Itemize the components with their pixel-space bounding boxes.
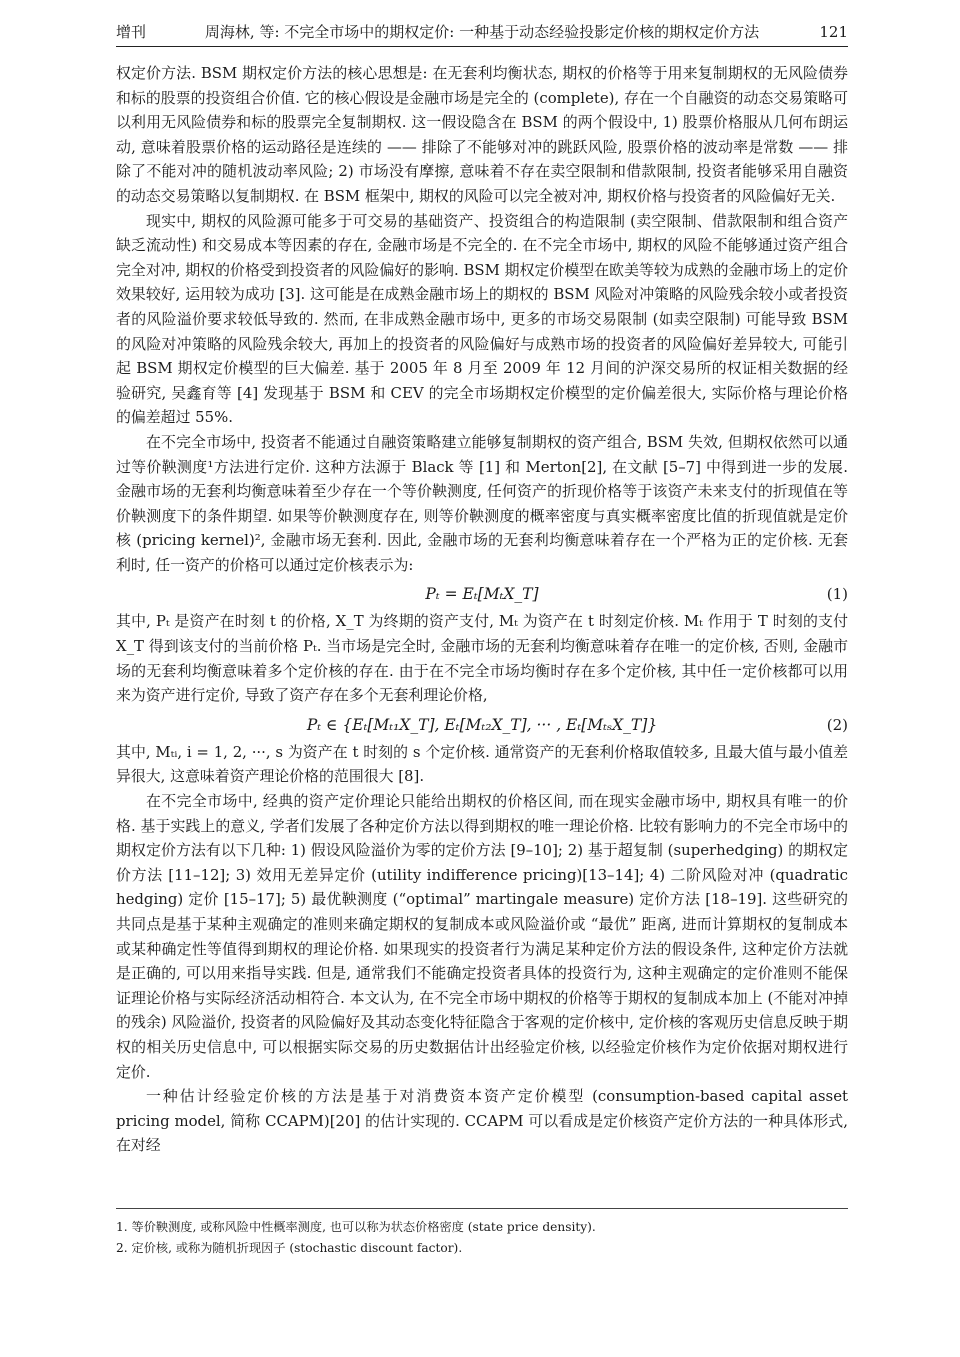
paragraph-7: 一种估计经验定价核的方法是基于对消费资本资产定价模型 (consumption-based capital asset pricing model, 简称 CCAPM)[20] 的估计实现的. CCAPM 可以看成是定价核资产定价方法的一种具体形式, 在对经 [116,1087,848,1155]
article-running-title: 周海林, 等: 不完全市场中的期权定价: 一种基于动态经验投影定价核的期权定价方法 [204,23,760,41]
paragraph-3: 在不完全市场中, 投资者不能通过自融资策略建立能够复制期权的资产组合, BSM 失效, 但期权依然可以通过等价鞅测度¹方法进行定价. 这种方法源于 Black 等 [1] 和 Merton[2], 在文献 [5–7] 中得到进一步的发展. 金融市场的无套利均衡意味着至少存在一个等价鞅测度, 任何资产的折现价格等于该资产未来支付的折现值在等价鞅测度下的条件期望. 如果等价鞅测度存在, 则等价鞅测度的概率密度与真实概率密度比值的折现值就是定价核 (pricing kernel)², 金融市场无套利. 因此, 金融市场的无套利均衡意味着存在一个严格为正的定价核. 无套利时, 任一资产的价格可以通过定价核表示为: [116,432,848,574]
paragraph-6: 在不完全市场中, 经典的资产定价理论只能给出期权的价格区间, 而在现实金融市场中, 期权具有唯一的价格. 基于实践上的意义, 学者们发展了各种定价方法以得到期权的唯一理论价格. 比较有影响力的不完全市场中的期权定价方法有以下几种: 1) 假设风险溢价为零的定价方法 [9–10]; 2) 基于超复制 (superhedging) 的期权定价方法 [11–12]; 3) 效用无差异定价 (utility indifference pricing)[13–14]; 4) 二阶风险对冲 (quadratic hedging) 定价 [15–17]; 5) 最优鞅测度 (“optimal” martingale measure) 定价方法 [18–19]. 这些研究的共同点是基于某种主观确定的准则来确定期权的复制成本或风险溢价或 “最优” 距离, 进而计算期权的复制成本或某种确定性等值得到期权的理论价格. 如果现实的投资者行为满足某种定价方法的假设条件, 这种定价方法就是正确的, 可以用来指导实践. 但是, 通常我们不能确定投资者具体的投资行为, 这种主观确定的定价准则不能保证理论价格与实际经济活动相符合. 本文认为, 在不完全市场中期权的价格等于期权的复制成本加上 (不能对冲掉的残余) 风险溢价, 投资者的风险偏好及其动态变化特征隐含于客观的定价核中, 定价核的客观历史信息反映于期权的相关历史信息中, 可以根据实际交易的历史数据估计出经验定价核, 以经验定价核作为定价依据对期权进行定价. [116,792,848,1081]
running-header [116,18,848,47]
equation-1-formula: Pₜ = Eₜ[MₜX_T] [425,585,539,604]
footnote-2: 2. 定价核, 或称为随机折现因子 (stochastic discount factor). [116,1241,463,1255]
equation-2 [116,712,848,738]
page-number: 121 [819,23,848,41]
paragraph-5: 其中, Mₜᵢ, i = 1, 2, ···, s 为资产在 t 时刻的 s 个定价核. 通常资产的无套利价格取值较多, 且最大值与最小值差异很大, 这意味着资产理论价格的范围很大 [8]. [116,742,848,786]
equation-1-number: (1) [826,585,848,604]
footnotes [116,1208,848,1259]
page [116,18,848,1158]
equation-2-number: (2) [826,715,848,734]
paragraph-4: 其中, Pₜ 是资产在时刻 t 的价格, X_T 为终期的资产支付, Mₜ 为资产在 t 时刻定价核. Mₜ 作用于 T 时刻的支付 X_T 得到该支付的当前价格 Pₜ. 当市场是完全时, 金融市场的无套利均衡意味着存在唯一的定价核, 否则, 金融市场的无套利均衡意味着多个定价核的存在. 由于在不完全市场均衡时存在多个定价核, 其中任一定价核都可以用来为资产进行定价, 导致了资产存在多个无套利理论价格, [116,612,848,705]
equation-2-formula: Pₜ ∈ {Eₜ[Mₜ₁X_T], Eₜ[Mₜ₂X_T], ··· , Eₜ[MₜₛX_T]} [306,715,658,734]
paragraph-1: 权定价方法. BSM 期权定价方法的核心思想是: 在无套利均衡状态, 期权的价格等于用来复制期权的无风险债券和标的股票的投资组合价值. 它的核心假设是金融市场是完全的 (complete), 存在一个自融资的动态交易策略可以利用无风险债券和标的股票完全复制期权. 这一假设隐含在 BSM 的两个假设中, 1) 股票价格服从几何布朗运动, 意味着股票价格的运动路径是连续的 —— 排除了不能够对冲的跳跃风险, 股票价格的波动率是常数 —— 排除了不能对冲的随机波动率风险; 2) 市场没有摩擦, 意味着不存在卖空限制和借款限制, 投资者能够采用自融资的动态交易策略以复制期权. 在 BSM 框架中, 期权的风险可以完全被对冲, 期权价格与投资者的风险偏好无关. [116,64,848,205]
paragraph-2: 现实中, 期权的风险源可能多于可交易的基础资产、投资组合的构造限制 (卖空限制、借款限制和组合资产缺乏流动性) 和交易成本等因素的存在, 金融市场是不完全的. 在不完全市场中, 期权的风险不能够通过资产组合完全对冲, 期权的价格受到投资者的风险偏好的影响. BSM 期权定价模型在欧美等较为成熟的金融市场上的定价效果较好, 运用较为成功 [3]. 这可能是在成熟金融市场上的期权的 BSM 风险对冲策略的风险残余较小或者投资者的风险溢价要求较低导致的. 然而, 在非成熟金融市场中, 更多的市场交易限制 (如卖空限制) 可能导致 BSM 的风险对冲策略的风险残余较大, 再加上的投资者的风险偏好与成熟市场的投资者的风险偏好差异较大, 可能引起 BSM 期权定价模型的巨大偏差. 基于 2005 年 8 月至 2009 年 12 月间的沪深交易所的权证相关数据的经验研究, 吴鑫育等 [4] 发现基于 BSM 和 CEV 的完全市场期权定价模型的定价偏差很大, 实际价格与理论价格的偏差超过 55%. [116,211,848,427]
equation-1 [116,581,848,607]
journal-issue-label: 增刊 [116,23,147,41]
footnote-1: 1. 等价鞅测度, 或称风险中性概率测度, 也可以称为状态价格密度 (state price density). [116,1220,596,1234]
article-body [116,61,848,1158]
